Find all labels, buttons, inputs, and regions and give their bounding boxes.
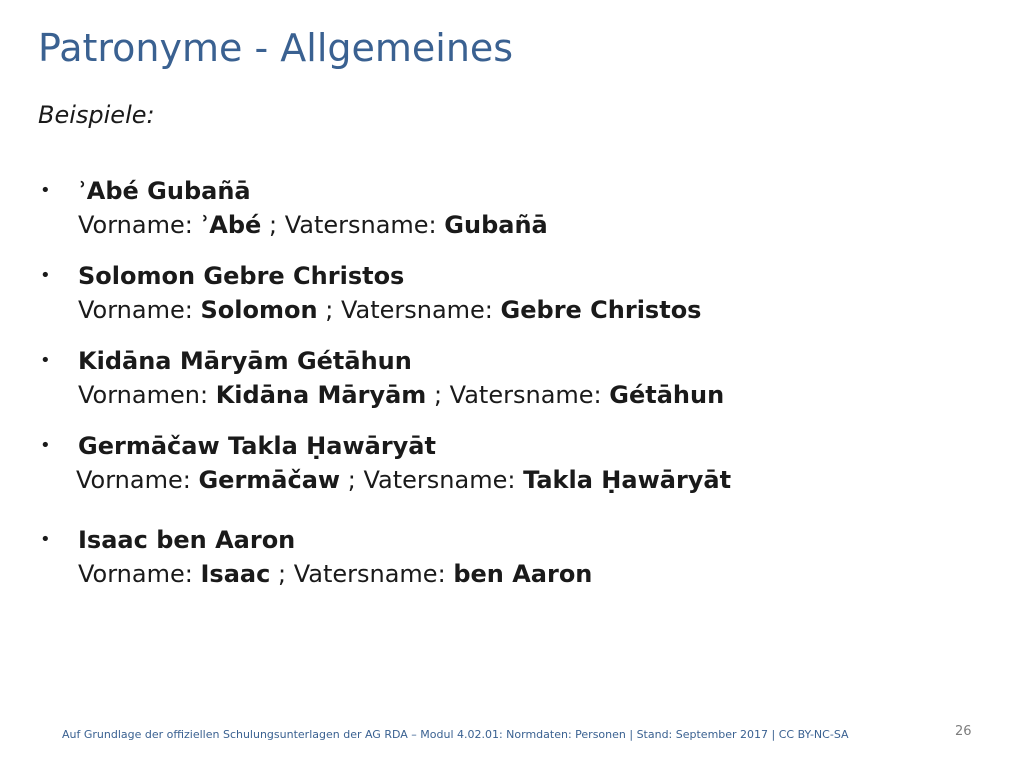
- entry-name: Kidāna Māryām Gétāhun: [78, 347, 412, 375]
- footer-credits: Auf Grundlage der offiziellen Schulungsunterlagen der AG RDA – Modul 4.02.01: Normdaten: Personen | Stand: September 2017 | CC BY-NC-SA: [62, 728, 849, 741]
- entry-detail: [78, 208, 548, 242]
- entry-detail: [78, 378, 724, 412]
- entry-name: ʾAbé Gubañā: [78, 177, 251, 205]
- list-item: [40, 344, 724, 412]
- separator: ;: [433, 381, 443, 409]
- bullet: •: [40, 529, 51, 550]
- separator: ;: [325, 296, 334, 324]
- father-label: Vatersname:: [284, 211, 437, 239]
- father-name: Gubañā: [444, 211, 548, 239]
- father-name: Gétāhun: [609, 381, 725, 409]
- father-name: Gebre Christos: [500, 296, 702, 324]
- given-label: Vornamen:: [78, 381, 209, 409]
- entry-detail: [78, 293, 701, 327]
- bullet: •: [40, 265, 51, 286]
- slide-title: Patronyme - Allgemeines: [38, 26, 514, 70]
- entry-name: Isaac ben Aaron: [78, 526, 296, 554]
- bullet: •: [40, 180, 51, 201]
- bullet: •: [40, 435, 51, 456]
- list-item: [40, 523, 592, 591]
- given-name: Germāčaw: [198, 466, 341, 494]
- entry-detail: [76, 463, 731, 497]
- given-name: ʾAbé: [200, 211, 262, 239]
- given-name: Isaac: [200, 560, 271, 588]
- separator: ;: [277, 560, 287, 588]
- father-label: Vatersname:: [363, 466, 516, 494]
- father-label: Vatersname:: [449, 381, 602, 409]
- given-name: Solomon: [200, 296, 318, 324]
- list-item: [40, 174, 548, 242]
- entry-detail: [78, 557, 592, 591]
- given-name: Kidāna Māryām: [215, 381, 427, 409]
- separator: ;: [347, 466, 356, 494]
- father-name: Takla Ḥawāryāt: [523, 466, 732, 494]
- bullet: •: [40, 350, 51, 371]
- father-name: ben Aaron: [453, 560, 593, 588]
- father-label: Vatersname:: [340, 296, 493, 324]
- given-label: Vorname:: [76, 466, 191, 494]
- given-label: Vorname:: [78, 296, 193, 324]
- entry-name: Germāčaw Takla Ḥawāryāt: [78, 432, 436, 460]
- list-item: [40, 259, 701, 327]
- separator: ;: [268, 211, 278, 239]
- entry-name: Solomon Gebre Christos: [78, 262, 405, 290]
- list-item: [40, 429, 731, 497]
- father-label: Vatersname:: [293, 560, 446, 588]
- page-number: 26: [955, 724, 972, 739]
- given-label: Vorname:: [78, 211, 193, 239]
- subtitle: Beispiele:: [38, 101, 155, 129]
- given-label: Vorname:: [78, 560, 193, 588]
